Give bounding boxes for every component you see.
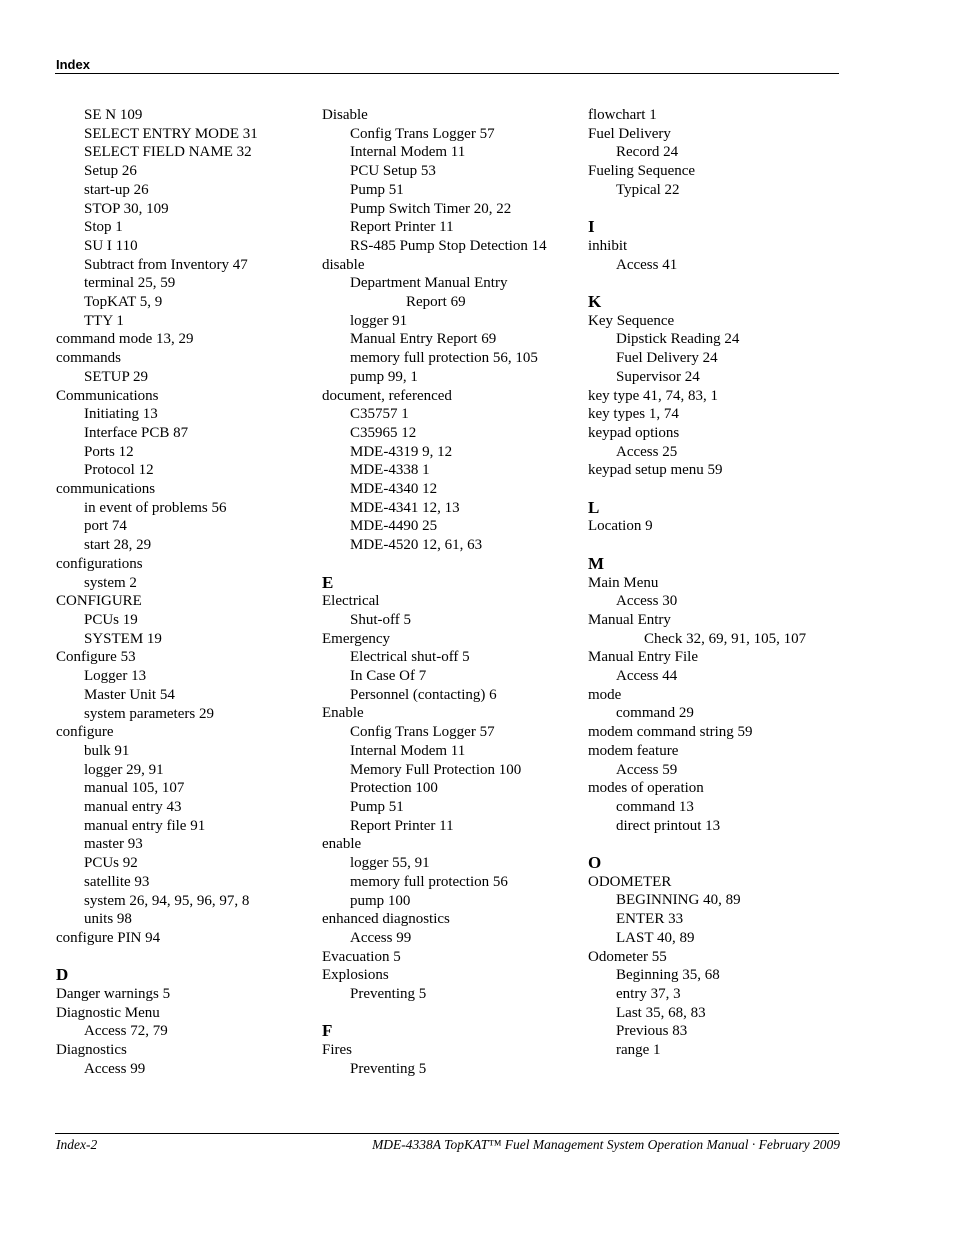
index-entry: Explosions xyxy=(322,967,389,984)
index-subentry: pump 99, 1 xyxy=(350,368,418,385)
section-spacer xyxy=(588,274,806,293)
index-entry: modem feature xyxy=(588,742,679,759)
index-subentry: start-up 26 xyxy=(84,181,149,198)
index-subentry: Manual Entry Report 69 xyxy=(350,331,497,348)
index-subentry: LAST 40, 89 xyxy=(616,929,695,946)
index-subentry: Shut-off 5 xyxy=(350,611,411,628)
index-subentry: SELECT FIELD NAME 32 xyxy=(84,144,252,161)
index-subentry: Pump 51 xyxy=(350,181,404,198)
header-rule xyxy=(55,73,839,74)
footer-rule xyxy=(55,1133,839,1134)
index-subentry: memory full protection 56, 105 xyxy=(350,350,538,367)
index-subentry: Pump Switch Timer 20, 22 xyxy=(350,200,512,217)
index-subentry: Access 30 xyxy=(616,593,678,610)
index-subentry: Last 35, 68, 83 xyxy=(616,1004,706,1021)
index-subentry: Config Trans Logger 57 xyxy=(350,125,495,142)
section-letter-heading: E xyxy=(322,572,334,592)
index-entry: enhanced diagnostics xyxy=(322,911,450,928)
index-subentry: MDE-4319 9, 12 xyxy=(350,443,453,460)
index-subentry: Protection 100 xyxy=(350,780,438,797)
index-column-2 xyxy=(322,106,547,1079)
index-subentry: In Case Of 7 xyxy=(350,668,427,685)
index-subentry: Typical 22 xyxy=(616,181,680,198)
index-entry: modem command string 59 xyxy=(588,724,753,741)
index-subentry: C35757 1 xyxy=(350,406,409,423)
index-subentry: manual 105, 107 xyxy=(84,780,185,797)
index-entry: Odometer 55 xyxy=(588,948,667,965)
index-subentry: entry 37, 3 xyxy=(616,985,681,1002)
index-subentry: Fuel Delivery 24 xyxy=(616,350,718,367)
section-spacer xyxy=(588,835,806,854)
index-subentry: Beginning 35, 68 xyxy=(616,967,720,984)
index-entry: Fires xyxy=(322,1042,352,1059)
index-subentry: Report Printer 11 xyxy=(350,817,454,834)
index-subentry: Check 32, 69, 91, 105, 107 xyxy=(644,630,807,647)
index-entry: keypad setup menu 59 xyxy=(588,462,723,479)
index-entry: flowchart 1 xyxy=(588,107,657,123)
section-letter-heading: F xyxy=(322,1021,333,1041)
section-spacer xyxy=(588,200,806,219)
index-subentry: SU I 110 xyxy=(84,237,138,254)
section-letter-heading: O xyxy=(588,853,602,873)
index-subentry: Access 44 xyxy=(616,668,678,685)
index-subentry: SYSTEM 19 xyxy=(84,630,162,647)
index-entry: Fuel Delivery xyxy=(588,125,671,142)
index-subentry: MDE-4490 25 xyxy=(350,518,438,535)
index-subentry: C35965 12 xyxy=(350,424,417,441)
index-entry: Key Sequence xyxy=(588,312,675,329)
index-subentry: Memory Full Protection 100 xyxy=(350,761,522,778)
index-subentry: bulk 91 xyxy=(84,742,130,759)
index-subentry: Access 59 xyxy=(616,761,678,778)
index-subentry: SETUP 29 xyxy=(84,368,149,385)
index-subentry: range 1 xyxy=(616,1042,661,1059)
index-subentry: in event of problems 56 xyxy=(84,499,227,516)
index-subentry: Personnel (contacting) 6 xyxy=(350,686,497,703)
index-entry: ODOMETER xyxy=(588,873,672,890)
section-spacer xyxy=(56,948,258,967)
index-subentry: Access 41 xyxy=(616,256,678,273)
index-subentry: direct printout 13 xyxy=(616,817,721,834)
index-entry: Evacuation 5 xyxy=(322,948,401,965)
index-subentry: Initiating 13 xyxy=(84,406,158,423)
index-subentry: master 93 xyxy=(84,836,143,853)
index-entry: Configure 53 xyxy=(56,649,136,666)
index-subentry: Interface PCB 87 xyxy=(84,424,189,441)
index-subentry: Internal Modem 11 xyxy=(350,742,466,759)
section-spacer xyxy=(322,555,547,574)
index-entry: disable xyxy=(322,256,365,273)
index-subentry: Department Manual Entry xyxy=(350,275,508,292)
index-entry: Diagnostic Menu xyxy=(56,1004,160,1021)
index-entry: Disable xyxy=(322,107,368,123)
index-subentry: TTY 1 xyxy=(84,312,124,329)
index-entry: configure xyxy=(56,724,114,741)
index-entry: key type 41, 74, 83, 1 xyxy=(588,387,718,404)
index-subentry: ENTER 33 xyxy=(616,911,684,928)
index-subentry: Dipstick Reading 24 xyxy=(616,331,740,348)
index-entry: key types 1, 74 xyxy=(588,406,679,423)
index-subentry: RS-485 Pump Stop Detection 14 xyxy=(350,237,547,254)
index-subentry: command 13 xyxy=(616,798,694,815)
index-column-3 xyxy=(588,106,806,1060)
index-subentry: Record 24 xyxy=(616,144,679,161)
index-subentry: SELECT ENTRY MODE 31 xyxy=(84,125,258,142)
index-subentry: start 28, 29 xyxy=(84,537,152,554)
section-letter-heading: K xyxy=(588,292,602,311)
section-letter-heading: L xyxy=(588,497,600,517)
index-entry: mode xyxy=(588,686,622,703)
index-entry: keypad options xyxy=(588,424,680,441)
index-entry: inhibit xyxy=(588,237,628,254)
index-subentry: logger 29, 91 xyxy=(84,761,164,778)
index-subentry: Ports 12 xyxy=(84,443,134,460)
index-subentry: Internal Modem 11 xyxy=(350,144,466,161)
index-entry: Manual Entry File xyxy=(588,649,698,666)
index-subentry: Logger 13 xyxy=(84,668,147,685)
section-letter-heading: D xyxy=(56,965,69,985)
section-spacer xyxy=(588,480,806,499)
section-letter-heading: I xyxy=(588,217,595,237)
index-entry: Danger warnings 5 xyxy=(56,986,171,1003)
index-subentry: MDE-4341 12, 13 xyxy=(350,499,460,516)
index-subentry: PCU Setup 53 xyxy=(350,163,436,180)
index-subentry: Access 72, 79 xyxy=(84,1023,168,1040)
index-subentry: Electrical shut-off 5 xyxy=(350,649,470,666)
index-subentry: Access 99 xyxy=(84,1060,146,1077)
index-entry: enable xyxy=(322,836,362,853)
index-subentry: terminal 25, 59 xyxy=(84,275,176,292)
index-subentry: memory full protection 56 xyxy=(350,873,508,890)
index-entry: Manual Entry xyxy=(588,611,671,628)
index-subentry: manual entry file 91 xyxy=(84,817,206,834)
index-entry: configurations xyxy=(56,555,143,572)
index-entry: CONFIGURE xyxy=(56,593,142,610)
index-entry: Fueling Sequence xyxy=(588,163,696,180)
index-subentry: PCUs 92 xyxy=(84,855,138,872)
index-subentry: logger 91 xyxy=(350,312,408,329)
footer-page-number: Index-2 xyxy=(56,1137,98,1152)
footer-document-title: MDE-4338A TopKAT™ Fuel Management System Operation Manual · February 2009 xyxy=(372,1137,840,1152)
index-entry: command mode 13, 29 xyxy=(56,331,194,348)
index-entry: document, referenced xyxy=(322,387,452,404)
index-subentry: Preventing 5 xyxy=(350,986,427,1003)
index-entry: commands xyxy=(56,350,121,367)
index-subentry: command 29 xyxy=(616,705,694,722)
index-entry: configure PIN 94 xyxy=(56,929,161,946)
index-entry: Electrical xyxy=(322,593,380,610)
index-subentry: STOP 30, 109 xyxy=(84,200,169,217)
index-column-1 xyxy=(56,106,258,1079)
index-subentry: pump 100 xyxy=(350,892,411,909)
index-subentry: Access 99 xyxy=(350,929,412,946)
index-entry: Diagnostics xyxy=(56,1042,127,1059)
index-subentry: Setup 26 xyxy=(84,163,137,180)
index-subentry: MDE-4520 12, 61, 63 xyxy=(350,537,483,554)
index-subentry: system 2 xyxy=(84,574,137,591)
index-subentry: BEGINNING 40, 89 xyxy=(616,892,741,909)
index-subentry: units 98 xyxy=(84,911,132,928)
index-subentry: TopKAT 5, 9 xyxy=(84,294,163,311)
section-spacer xyxy=(322,1004,547,1023)
index-subentry: Supervisor 24 xyxy=(616,368,700,385)
index-subentry: Config Trans Logger 57 xyxy=(350,724,495,741)
index-subentry: system 26, 94, 95, 96, 97, 8 xyxy=(84,892,250,909)
index-subentry: Access 25 xyxy=(616,443,678,460)
index-subentry: Preventing 5 xyxy=(350,1060,427,1077)
index-subentry: satellite 93 xyxy=(84,873,150,890)
index-subentry: MDE-4340 12 xyxy=(350,481,438,498)
section-spacer xyxy=(588,536,806,555)
index-subentry: Master Unit 54 xyxy=(84,686,175,703)
index-subentry: manual entry 43 xyxy=(84,799,182,816)
index-entry: Main Menu xyxy=(588,574,659,591)
index-subentry: Report Printer 11 xyxy=(350,219,454,236)
index-subentry: Report 69 xyxy=(406,294,466,311)
index-entry: Emergency xyxy=(322,630,391,647)
index-entry: modes of operation xyxy=(588,780,704,797)
index-entry: Communications xyxy=(56,387,159,404)
index-subentry: Protocol 12 xyxy=(84,462,154,479)
index-subentry: PCUs 19 xyxy=(84,611,138,628)
index-subentry: Stop 1 xyxy=(84,219,123,236)
index-entry: Enable xyxy=(322,705,364,722)
index-subentry: logger 55, 91 xyxy=(350,855,430,872)
page-header-label: Index xyxy=(56,57,90,72)
index-entry: Location 9 xyxy=(588,518,653,535)
index-subentry: port 74 xyxy=(84,518,127,535)
index-subentry: system parameters 29 xyxy=(84,705,214,722)
index-subentry: Pump 51 xyxy=(350,799,404,815)
index-subentry: Subtract from Inventory 47 xyxy=(84,256,248,273)
index-subentry: MDE-4338 1 xyxy=(350,462,430,479)
index-subentry: SE N 109 xyxy=(84,107,143,123)
index-entry: communications xyxy=(56,481,156,498)
index-subentry: Previous 83 xyxy=(616,1023,688,1040)
section-letter-heading: M xyxy=(588,553,605,573)
